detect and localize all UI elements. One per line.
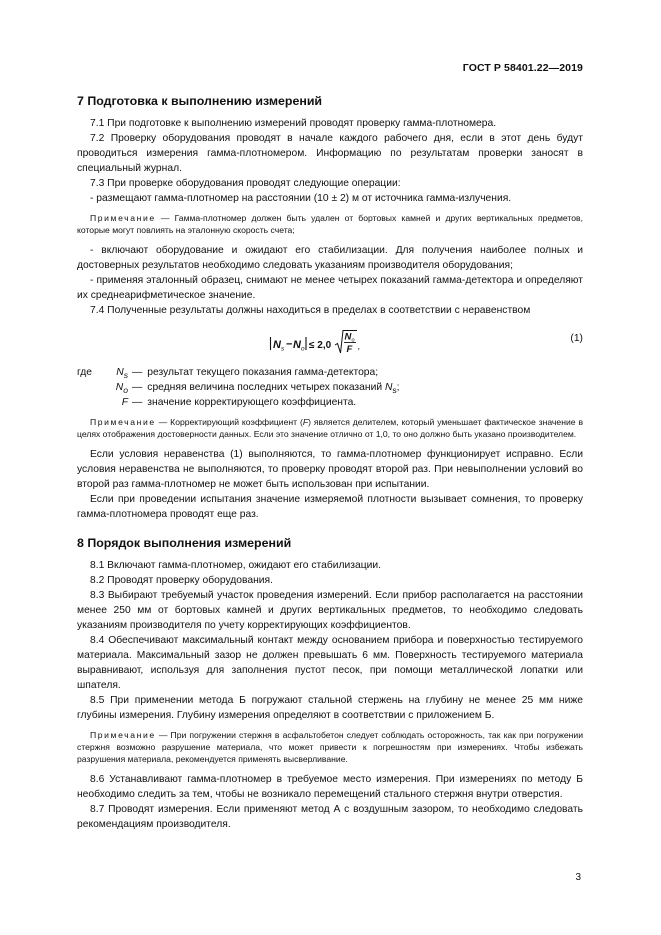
- paragraph-8-4: 8.4 Обеспечивают максимальный контакт между основанием прибора и поверхностью тестируемого материала. Максимальный зазор не должен превышать 6 мм. Поверхность тестируемого материала выравнивают, используя для заполнения пустот песок, при помощи металлической лопатки или шпателя.: [77, 634, 583, 691]
- paragraph-7-6: Если при проведении испытания значение измеряемой плотности вызывает сомнения, то проверку гамма-плотномера проводят еще раз.: [77, 493, 583, 520]
- definition-text: значение корректирующего коэффициента.: [147, 396, 357, 408]
- page-number: 3: [575, 872, 581, 883]
- paragraph-8-3: 8.3 Выбирают требуемый участок проведения измерений. Если прибор располагается на расстоянии менее 250 мм от бортовых камней и других вертикальных предметов, то необходимо следовать указаниям производителя по учету корректирующих коэффициентов.: [77, 589, 583, 631]
- paragraph-7-3: 7.3 При проверке оборудования проводят следующие операции:: [90, 178, 401, 189]
- frac-num-sub: o: [351, 337, 355, 344]
- formula-ns: N: [273, 338, 281, 351]
- symbol-letter: N: [115, 381, 124, 393]
- formula-row: [77, 327, 583, 357]
- formula-no-sub: o: [301, 345, 305, 353]
- note-7-3: [77, 212, 583, 237]
- definition-symbol: [109, 395, 132, 410]
- paragraph-7-4: 7.4 Полученные результаты должны находиться в пределах в соответствии с неравенством: [90, 304, 531, 316]
- paragraph-7-2: 7.2 Проверку оборудования проводят в начале каждого рабочего дня, если в этот день будут проводиться измерения гамма-плотномером. Информацию по результатам проверки заносят в специальный журнал.: [77, 133, 583, 174]
- equation-number: (1): [570, 332, 583, 344]
- definition-row: [77, 365, 583, 380]
- note-text: — Гамма-плотномер должен быть удален от бортовых камней и других вертикальных предметов, которые могут повлиять на эталонную скорость счета;: [77, 213, 583, 236]
- inline-symbol: N: [384, 381, 393, 393]
- paragraph-8-7: 8.7 Проводят измерения. Если применяют метод А с воздушным зазором, то необходимо следовать рекомендациям производителя.: [77, 803, 583, 830]
- symbol-subscript: s: [123, 369, 128, 380]
- inline-symbol: F: [302, 416, 309, 427]
- list-item-7-3-3: - применяя эталонный образец, снимают не менее четырех показаний гамма-детектора и определяют их среднеарифметическое значение.: [77, 274, 583, 301]
- symbol-subscript: o: [123, 384, 128, 395]
- note-7-4: Примечание — Корректирующий коэффициент (F) является делителем, который уменьшает фактическое значение в целях отображения достоверности данных. Если это значение отлично от 1,0, то оно должно быть указано производителем.: [77, 416, 584, 440]
- formula-comma: ,: [357, 340, 361, 351]
- symbol-letter: F: [121, 396, 128, 408]
- where-label: где: [77, 366, 93, 378]
- definition-row: [77, 380, 583, 395]
- formula-minus: −: [286, 338, 293, 351]
- definition-dash: —: [132, 396, 143, 408]
- definition-row: [77, 395, 583, 410]
- note-label: Примечание: [90, 213, 156, 223]
- frac-num: N: [344, 331, 352, 343]
- frac-den: F: [346, 343, 353, 355]
- symbol-letter: N: [116, 366, 124, 378]
- inequality-formula: [269, 329, 361, 355]
- formula-ns-sub: s: [281, 345, 285, 353]
- note-label: Примечание: [90, 729, 156, 740]
- paragraph-8-2: 8.2 Проводят проверку оборудования.: [90, 574, 273, 586]
- list-item-7-3-1: - размещают гамма-плотномер на расстоянии (10 ± 2) м от источника гамма-излучения.: [90, 193, 512, 204]
- definition-text: средняя величина последних четырех показаний $N_s$;: [147, 381, 400, 395]
- page-content: [77, 93, 583, 832]
- list-item-7-3-2: - включают оборудование и ожидают его стабилизации. Для получения наиболее полных и достоверных результатов необходимо следовать указаниям производителя оборудования;: [77, 244, 583, 271]
- section-8-title: 8 Порядок выполнения измерений: [77, 535, 292, 550]
- definition-dash: —: [132, 381, 143, 393]
- paragraph-8-5: 8.5 При применении метода Б погружают стальной стержень на глубину не менее 25 мм ниже глубины измерения. Глубину измерения определяют в соответствии с приложением Б.: [77, 694, 583, 721]
- paragraph-8-6: 8.6 Устанавливают гамма-плотномер в требуемое место измерения. При измерениях по методу Б необходимо следить за тем, чтобы не возникало перемещений стального стержня внутри отверстия.: [77, 773, 583, 800]
- note-text: — При погружении стержня в асфальтобетон следует соблюдать осторожность, так как при погружении стержня возможно разрушение материала, что может привести к погрешностям при измерениях. Чтобы избежать разрушения материала, рекомендуется применять высверливание.: [77, 729, 583, 765]
- formula-relation: ≤ 2,0: [309, 339, 332, 351]
- definition-dash: —: [132, 366, 143, 378]
- paragraph-8-1: 8.1 Включают гамма-плотномер, ожидают его стабилизации.: [90, 559, 381, 571]
- definition-text: результат текущего показания гамма-детектора;: [147, 366, 379, 378]
- section-7-title: 7 Подготовка к выполнению измерений: [77, 94, 323, 108]
- note-8-5: [77, 729, 583, 766]
- note-label: Примечание: [90, 416, 156, 427]
- formula-no: N: [293, 338, 301, 351]
- paragraph-7-5: Если условия неравенства (1) выполняются, то гамма-плотномер функционирует исправно. Если условия неравенства не выполняются, то проверку проводят второй раз. При невыполнении условий во второй раз гамма-плотномер не может быть использован при испытании.: [77, 448, 583, 490]
- definitions-list: [77, 365, 583, 410]
- inline-symbol-sub: s: [392, 384, 397, 395]
- document-id: ГОСТ Р 58401.22—2019: [462, 62, 583, 74]
- paragraph-7-1: 7.1 При подготовке к выполнению измерений проводят проверку гамма-плотномера.: [90, 118, 497, 129]
